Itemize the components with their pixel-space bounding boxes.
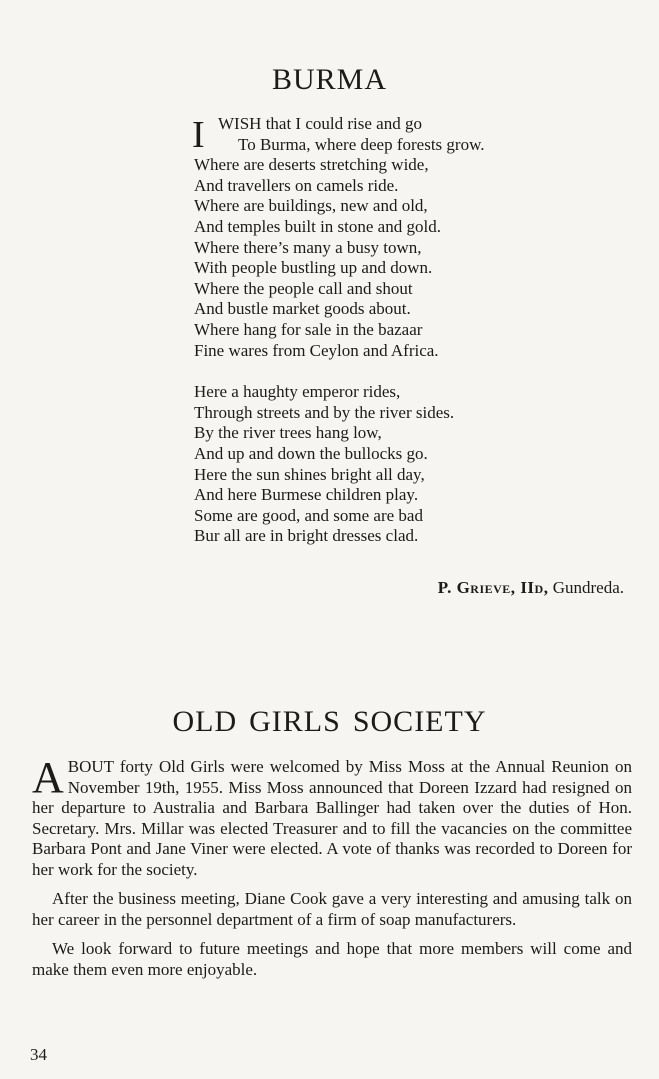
poem-line: Where are deserts stretching wide, — [194, 155, 429, 175]
poem-line: And here Burmese children play. — [194, 485, 419, 505]
society-article — [32, 753, 632, 980]
poem-line: Through streets and by the river sides. — [194, 402, 455, 422]
article-dropcap: A — [32, 753, 64, 802]
article-paragraph: We look forward to future meetings and hope that more members will come and make them even more enjoyable. — [32, 939, 632, 979]
poem-line: Some are good, and some are bad — [194, 505, 423, 525]
society-title — [0, 705, 659, 739]
poem-title: BURMA — [271, 63, 388, 96]
poem-line: Where are buildings, new and old, — [194, 196, 428, 216]
poem-dropcap: I — [192, 114, 205, 156]
poem-body — [194, 114, 634, 547]
poem-line: Here a haughty emperor rides, — [194, 382, 401, 402]
poem-line: Here the sun shines bright all day, — [194, 464, 425, 484]
author-form: IId, — [515, 578, 549, 597]
article-paragraph-text: BOUT forty Old Girls were welcomed by Miss Moss at the Annual Reunion on November 19th, 1955. Miss Moss announced that Doreen Izzard had resigned on her departure to Australia and Barbara Ballinger had taken over the duties of Hon. Secretary. Mrs. Millar was elected Treasurer and to fill the vacancies on the committee Barbara Pont and Jane Viner were elected. A vote of thanks was recorded to Doreen for her work for the society. — [32, 757, 632, 879]
article-paragraph — [32, 753, 632, 880]
poem-line: Where hang for sale in the bazaar — [194, 319, 423, 339]
poem-author — [438, 578, 624, 598]
society-title-word: GIRLS — [249, 705, 341, 738]
page-number: 34 — [30, 1045, 47, 1064]
poem-line: And bustle market goods about. — [194, 299, 411, 319]
poem-line: Where there’s many a busy town, — [194, 237, 422, 257]
poem-line: Fine wares from Ceylon and Africa. — [194, 340, 439, 360]
poem-line: With people bustling up and down. — [194, 258, 433, 278]
poem-line: To Burma, where deep forests grow. — [238, 134, 485, 154]
society-title-word: OLD — [172, 705, 238, 738]
poem-line: Where the people call and shout — [194, 278, 413, 298]
author-name: P. Grieve, — [437, 578, 516, 597]
poem-line: And temples built in stone and gold. — [194, 216, 441, 236]
poem-line: Bur all are in bright dresses clad. — [194, 526, 419, 546]
author-house: Gundreda. — [548, 578, 624, 597]
society-title-word: SOCIETY — [352, 705, 487, 738]
poem-line: And travellers on camels ride. — [194, 175, 399, 195]
poem-line: By the river trees hang low, — [194, 423, 382, 443]
poem-first-line-text: WISH that I could rise and go — [218, 114, 422, 133]
stanza-break — [194, 361, 634, 382]
article-paragraph: After the business meeting, Diane Cook gave a very interesting and amusing talk on her career in the personnel department of a firm of soap manufacturers. — [32, 889, 632, 929]
poem-line: And up and down the bullocks go. — [194, 443, 428, 463]
